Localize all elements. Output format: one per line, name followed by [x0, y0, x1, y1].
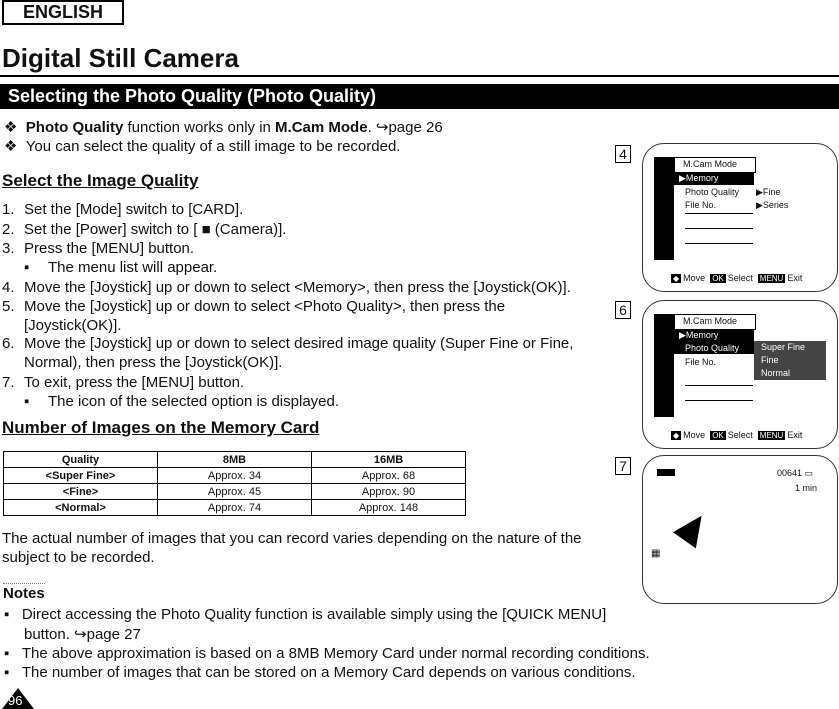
- section-title: Selecting the Photo Quality (Photo Quality): [8, 86, 377, 106]
- joystick-icon: ◆: [673, 431, 680, 440]
- step-1: [2, 200, 243, 220]
- page-title: Digital Still Camera: [2, 43, 239, 73]
- screen-6-memory: ▶Memory: [679, 330, 719, 340]
- table-cell: Approx. 74: [158, 500, 312, 516]
- ok-icon: OK: [712, 431, 724, 440]
- screen-4-footer: ◆ Move OK Select MENU Exit: [673, 273, 803, 283]
- step-number: 1.: [2, 201, 15, 218]
- screen-7: [642, 455, 838, 604]
- step-text: Set the [Mode] switch to [CARD].: [24, 201, 244, 218]
- note-paragraph-1: The actual number of images that you can record varies depending on the nature of the: [2, 530, 582, 547]
- screen-6-quality: Photo Quality: [685, 343, 740, 353]
- screen-6-option-fine: Fine: [761, 355, 779, 365]
- screen-4-divider: [685, 228, 753, 229]
- step-number: ▪: [24, 393, 30, 410]
- step-text: The menu list will appear.: [48, 259, 218, 276]
- screen-4-option-2: ▶Series: [756, 200, 789, 210]
- title-rule: [0, 75, 839, 77]
- step-6: [2, 297, 505, 317]
- screen-6-option-super-fine: Super Fine: [761, 342, 806, 352]
- table-header: Quality: [4, 452, 158, 468]
- capacity-table: [3, 451, 466, 516]
- table-header: 8MB: [158, 452, 312, 468]
- screen-4-divider: [685, 243, 753, 244]
- step-number: 5.: [2, 298, 15, 315]
- step-text: The icon of the selected option is displayed.: [48, 393, 340, 410]
- screen-7-label: 7: [615, 457, 631, 475]
- screen-6-divider: [685, 385, 753, 386]
- step-10: [2, 373, 244, 393]
- screen-6-icon-column: [654, 314, 674, 417]
- screen-4-fileno: File No.: [685, 200, 717, 210]
- joystick-icon: ◆: [673, 274, 680, 283]
- screen-4-label: 4: [615, 145, 631, 163]
- step-number: 4.: [2, 279, 15, 296]
- table-cell: Approx. 34: [158, 468, 312, 484]
- table-row: [4, 468, 466, 484]
- step-5: [2, 278, 571, 298]
- screen-4-memory: ▶Memory: [679, 173, 719, 183]
- step-number: 7.: [2, 374, 15, 391]
- select-heading: Select the Image Quality: [2, 171, 199, 190]
- table-header: 16MB: [312, 452, 466, 468]
- step-text: To exit, press the [MENU] button.: [24, 374, 245, 391]
- screen-4: [642, 143, 838, 292]
- screen-6-fileno: File No.: [685, 357, 717, 367]
- language-tab: ENGLISH: [2, 0, 124, 25]
- table-header-row: [4, 452, 466, 468]
- step-text: [Joystick(OK)].: [24, 317, 122, 334]
- screen-6-mode: M.Cam Mode: [683, 316, 738, 326]
- battery-icon: [657, 469, 675, 476]
- number-heading: Number of Images on the Memory Card: [2, 418, 320, 437]
- table-row: [4, 484, 466, 500]
- step-3: [2, 239, 194, 259]
- note-paragraph-2: subject to be recorded.: [2, 549, 155, 566]
- step-text: Move the [Joystick] up or down to select <Photo Quality>, then press the: [24, 298, 506, 315]
- pointer-arrow-icon: [673, 508, 713, 549]
- section-bar: [0, 84, 839, 109]
- step-7: [2, 316, 122, 336]
- screen-7-time: 1 min: [795, 483, 818, 493]
- table-cell: Approx. 90: [312, 484, 466, 500]
- screen-6-label: 6: [615, 301, 631, 319]
- intro-line-1: ❖ Photo Quality function works only in M.Cam Mode. ↪page 26: [4, 119, 443, 136]
- step-text: Normal), then press the [Joystick(OK)].: [24, 354, 283, 371]
- screen-6-option-normal: Normal: [761, 368, 791, 378]
- intro-line-2: ❖ You can select the quality of a still image to be recorded.: [4, 138, 401, 155]
- notes-item-1: ▪ Direct accessing the Photo Quality function is available simply using the [QUICK MENU]: [4, 606, 607, 623]
- screen-4-mode: M.Cam Mode: [683, 159, 738, 169]
- screen-4-option-1: ▶Fine: [756, 187, 781, 197]
- screen-7-counter: 00641 ▭: [777, 468, 814, 478]
- table-row: [4, 500, 466, 516]
- step-4: [2, 258, 217, 278]
- table-cell: Approx. 148: [312, 500, 466, 516]
- table-cell: <Super Fine>: [4, 468, 158, 484]
- step-number: ▪: [24, 259, 30, 276]
- step-9: [2, 353, 282, 373]
- step-8: [2, 334, 573, 354]
- step-text: Move the [Joystick] up or down to select desired image quality (Super Fine or Fine,: [24, 335, 574, 352]
- quality-icon: ▦: [651, 548, 661, 559]
- page-number: 96: [8, 693, 23, 708]
- screen-6-footer: ◆ Move OK Select MENU Exit: [673, 430, 803, 440]
- ok-icon: OK: [712, 274, 724, 283]
- screen-4-divider: [685, 213, 753, 214]
- table-cell: <Fine>: [4, 484, 158, 500]
- menu-icon: MENU: [759, 431, 784, 440]
- step-number: 3.: [2, 240, 15, 257]
- menu-icon: MENU: [759, 274, 784, 283]
- screen-6-divider: [685, 400, 753, 401]
- table-cell: <Normal>: [4, 500, 158, 516]
- step-11: [2, 392, 339, 412]
- screen-6: [642, 300, 838, 449]
- step-text: Press the [MENU] button.: [24, 240, 195, 257]
- screen-4-quality: Photo Quality: [685, 187, 740, 197]
- step-number: 2.: [2, 221, 15, 238]
- step-2: [2, 220, 286, 240]
- step-number: 6.: [2, 335, 15, 352]
- table-cell: Approx. 45: [158, 484, 312, 500]
- step-text: Set the [Power] switch to [ ■ (Camera)].: [24, 221, 287, 238]
- notes-item-1-cont: button. ↪page 27: [24, 626, 141, 643]
- step-text: Move the [Joystick] up or down to select <Memory>, then press the [Joystick(OK)].: [24, 279, 571, 296]
- notes-heading: Notes: [3, 585, 45, 602]
- table-cell: Approx. 68: [312, 468, 466, 484]
- screen-4-icon-column: [654, 157, 674, 260]
- notes-item-2: ▪ The above approximation is based on a 8MB Memory Card under normal recording conditions.: [4, 645, 650, 662]
- notes-item-3: ▪ The number of images that can be stored on a Memory Card depends on various conditions.: [4, 664, 636, 681]
